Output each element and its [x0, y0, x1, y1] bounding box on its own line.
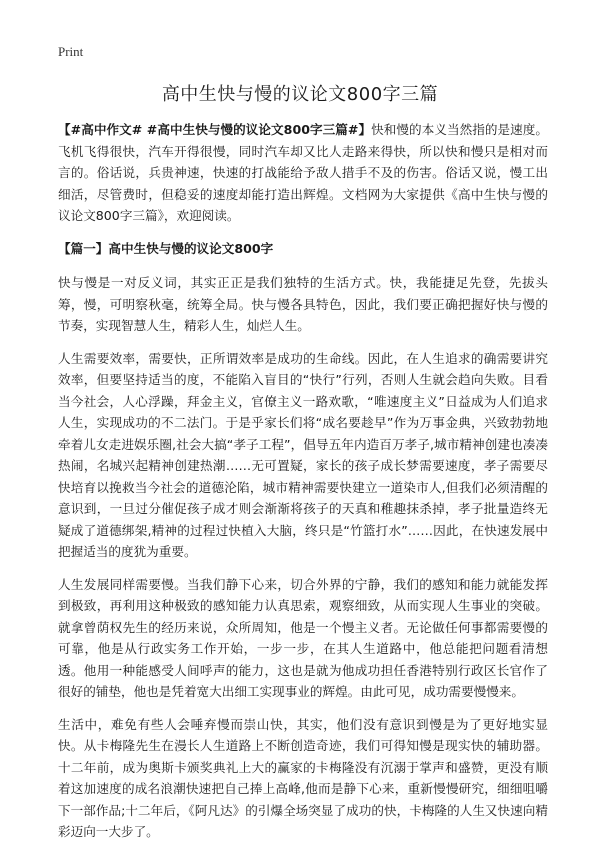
- paragraph-2: 人生需要效率，需要快，正所谓效率是成功的生命线。因此，在人生追求的确需要讲究效率，但要坚持适当的度，不能陷入盲目的“快行”行列，否则人生就会趋向失败。目看当今社会，人心浮躁，拜金主义，官僚主义一路欢歌，“唯速度主义”日益成为人们追求人生，实现成功的不二法门。于是乎家长们将“成名要趁早”作为万事金典，兴致勃勃地牵着儿女走进娱乐圈,社会大搞“孝子工程”，倡导五年内造百万孝子,城市精神创建也凑凑热闹，名城兴起精神创建热潮……无可置疑，家长的孩子成长梦需要速度，孝子需要尽快培育以挽救当今社会的道德沦陷，城市精神需要快建立一道染市人,但我们必须清醒的意识到，一旦过分催促孩子成才则会渐渐将孩子的天真和稚趣抹杀掉，孝子批量造终无疑成了道德绑架,精神的过程过快植入大脑，终只是“竹篮打水”……因此，在快速发展中把握适当的度犹为重要。: [58, 350, 548, 559]
- intro-tag: 【#高中作文# #高中生快与慢的议论文800字三篇#】: [58, 122, 372, 137]
- page-title: 高中生快与慢的议论文800字三篇: [161, 84, 439, 105]
- intro-paragraph: [58, 119, 548, 227]
- intro-text: 快和慢的本义当然指的是速度。飞机飞得很快，汽车开得很慢，同时汽车却又比人走路来得快，所以快和慢只是相对而言的。俗话说，兵贵神速，快速的打战能给予敌人措手不及的伤害。俗话又说，慢工出细活，尽管费时，但稳妥的速度却能打造出辉煌。文档网为大家提供《高中生快与慢的议论文800字三篇》，欢迎阅读。: [58, 122, 549, 223]
- article-body: [58, 119, 548, 854]
- paragraph-1: 快与慢是一对反义词，其实正正是我们独特的生活方式。快，我能捷足先登，先拔头筹，慢，可明察秋毫，统筹全局。快与慢各具特色，因此，我们要正确把握好快与慢的节奏，实现智慧人生，精彩人生，灿烂人生。: [58, 275, 548, 333]
- section-heading: 【篇一】高中生快与慢的议论文800字: [58, 240, 274, 256]
- paragraph-3: 人生发展同样需要慢。当我们静下心来，切合外界的宁静，我们的感知和能力就能发挥到极致，再利用这种极致的感知能力认真思索，观察细致，从而实现人生事业的突破。就拿曾荫权先生的经历来说，众所周知，他是一个慢主义者。无论做任何事都需要慢的可靠，他是从行政实务工作开始，一步一步，在其人生道路中，他总能把问题看清想透。他用一种能感受人间呼声的能力，这也是就为他成功担任香港特别行政区长官作了很好的铺垫，他也是凭着宽大出细工实现事业的辉煌。由此可见，成功需要慢慢来。: [58, 576, 548, 699]
- paragraph-4: 生活中，难免有些人会唾弃慢而崇山快，其实，他们没有意识到慢是为了更好地实显快。从卡梅隆先生在漫长人生道路上不断创造奇迹，我们可得知慢是现实快的辅助器。十二年前，成为奥斯卡颁奖典礼上大的赢家的卡梅隆没有沉溺于掌声和盛赞，更没有顺着这加速度的成名浪潮快速把自己捧上高峰,他而是静下心来，重新慢慢研究，细细咀嚼下一部作品;十二年后，《阿凡达》的引爆全场突显了成功的快，卡梅隆的人生又快速向精彩迈向一大步了。: [58, 716, 548, 839]
- print-label: Print: [58, 44, 84, 59]
